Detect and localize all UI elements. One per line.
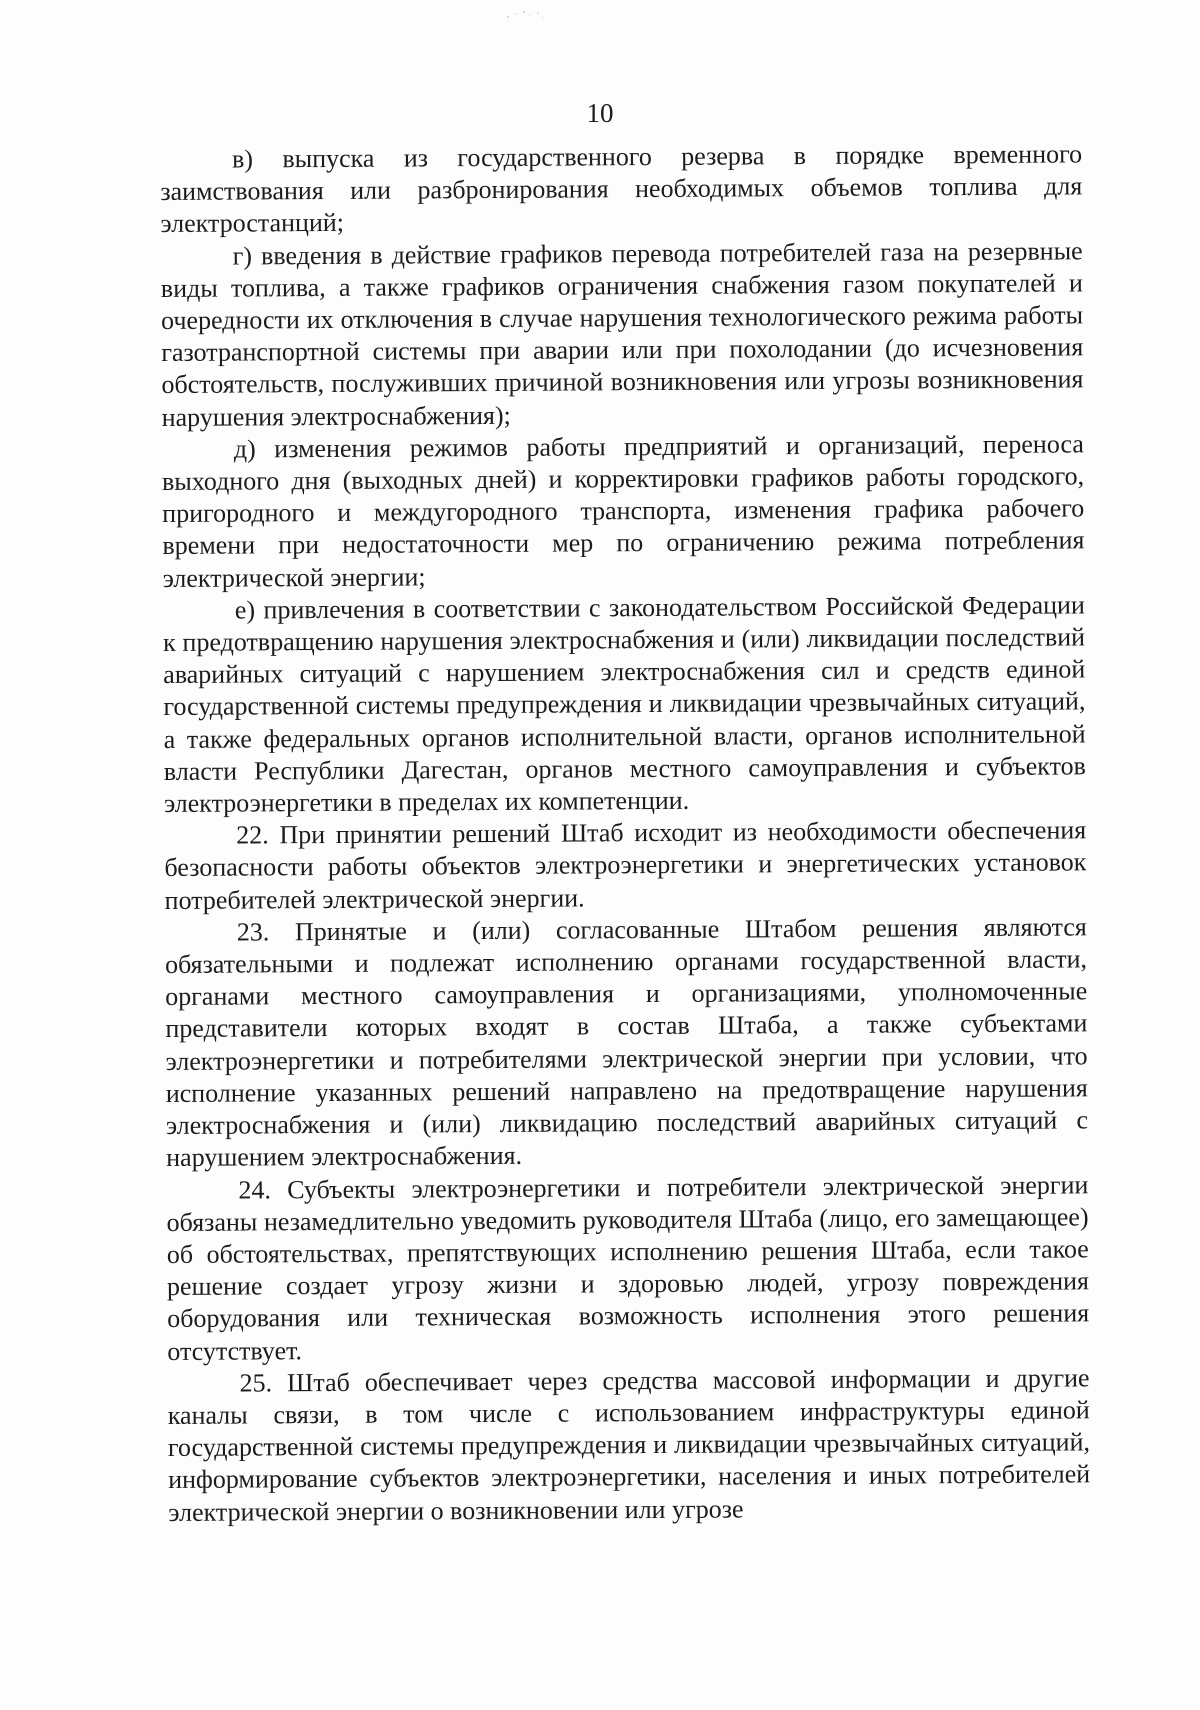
- paragraph-item-v: в) выпуска из государственного резерва в порядке временного заимствования или разбронирования необходимых объемов топлива для электростанций;: [160, 139, 1083, 239]
- paragraph-item-g: г) введения в действие графиков перевода потребителей газа на резервные виды топлива, а также графиков ограничения снабжения газом покупателей и очередности их отключения в случае нарушения технологического режима работы газотранспортной системы при аварии или при похолодании (до исчезновения обстоятельств, послуживших причиной возникновения или угрозы возникновения нарушения электроснабжения);: [160, 235, 1084, 432]
- page-number: 10: [586, 98, 614, 128]
- paragraph-24: 24. Субъекты электроэнергетики и потребители электрической энергии обязаны незамедлительно уведомить руководителя Штаба (лицо, его замещающее) об обстоятельствах, препятствующих исполнению решения Штаба, если такое решение создает угрозу жизни и здоровью людей, угрозу повреждения оборудования или техническая возможность исполнения этого решения отсутствует.: [166, 1169, 1090, 1366]
- paragraph-25: 25. Штаб обеспечивает через средства массовой информации и другие каналы связи, в том числе с использованием инфраструктуры единой государственной системы предупреждения и ликвидации чрезвычайных ситуаций, информирование субъектов электроэнергетики, населения и иных потребителей электрической энергии о возникновении или угрозе: [167, 1363, 1091, 1527]
- document-body: [160, 138, 1090, 1528]
- scan-speck-mark: [502, 8, 548, 22]
- paragraph-item-e: е) привлечения в соответствии с законодательством Российской Федерации к предотвращению нарушения электроснабжения и (или) ликвидации последствий аварийных ситуаций с нарушением электроснабжения сил и средств единой государственной системы предупреждения и ликвидации чрезвычайных ситуаций, а также федеральных органов исполнительной власти, органов исполнительной власти Республики Дагестан, органов местного самоуправления и субъектов электроэнергетики в пределах их компетенции.: [162, 590, 1086, 819]
- paragraph-item-d: д) изменения режимов работы предприятий и организаций, переноса выходного дня (выходных дней) и корректировки графиков работы городского, пригородного и междугородного транспорта, изменения графика рабочего времени при недостаточности мер по ограничению режима потребления электрической энергии;: [161, 429, 1085, 593]
- paragraph-22: 22. При принятии решений Штаб исходит из необходимости обеспечения безопасности работы объектов электроэнергетики и энергетических установок потребителей электрической энергии.: [164, 815, 1087, 915]
- paragraph-23: 23. Принятые и (или) согласованные Штабом решения являются обязательными и подлежат исполнению органами государственной власти, органами местного самоуправления и организациями, уполномоченные представители которых входят в состав Штаба, а также субъектами электроэнергетики и потребителями электрической энергии при условии, что исполнение указанных решений направлено на предотвращение нарушения электроснабжения и (или) ликвидацию последствий аварийных ситуаций с нарушением электроснабжения.: [164, 912, 1089, 1173]
